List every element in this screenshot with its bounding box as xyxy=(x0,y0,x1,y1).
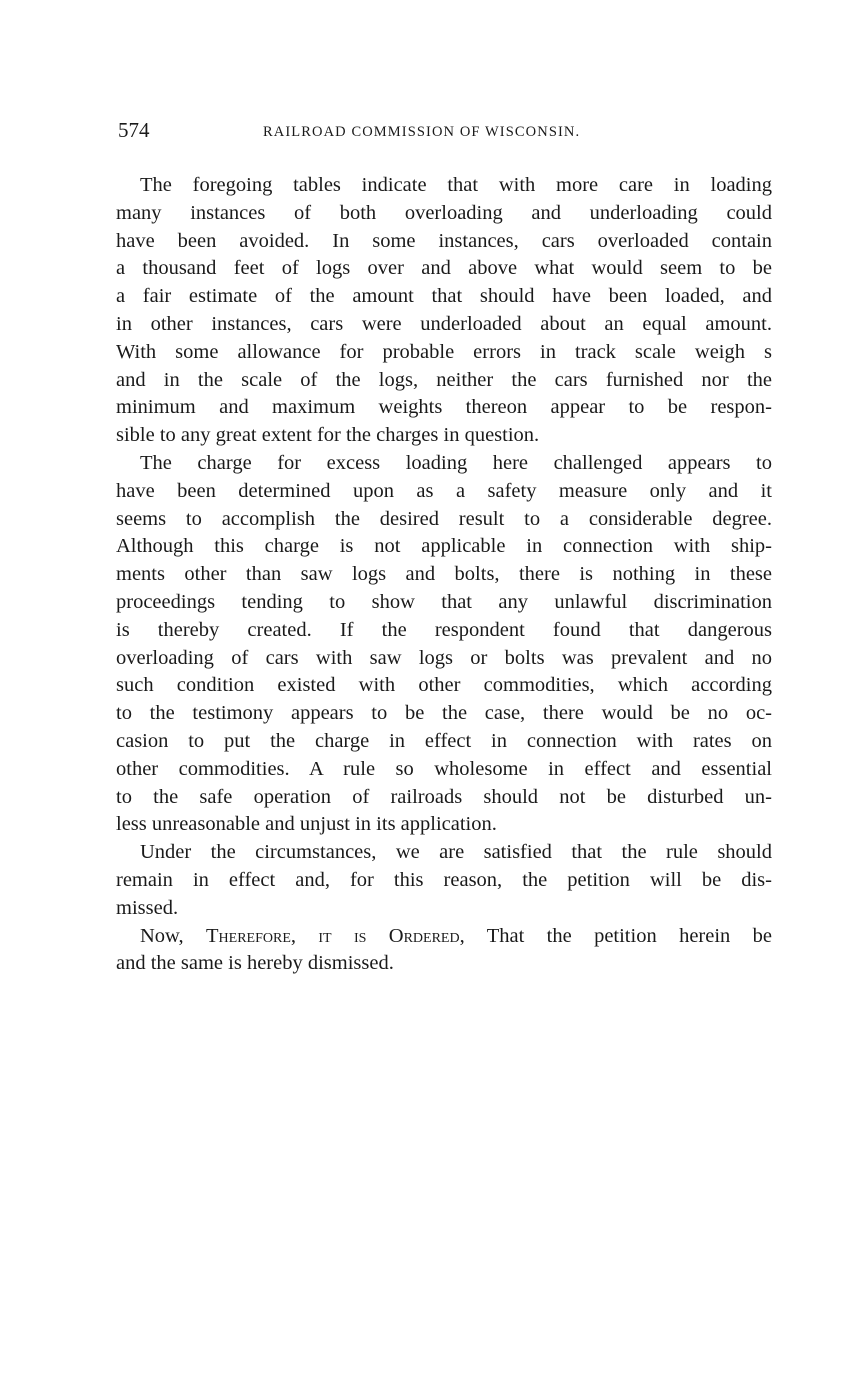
text-line: a thousand feet of logs over and above what would seem to be xyxy=(116,257,772,280)
paragraph-4-order xyxy=(116,923,772,979)
text-line: a fair estimate of the amount that should have been loaded, and xyxy=(116,285,772,308)
text-line: and in the scale of the logs, neither the cars furnished nor the xyxy=(116,368,772,391)
text-line: to the testimony appears to be the case, there would be no oc- xyxy=(116,702,772,725)
paragraph-2 xyxy=(116,450,772,839)
text-line: many instances of both overloading and underloading could xyxy=(116,201,772,224)
order-smallcaps: Therefore, it is Ordered, xyxy=(206,924,465,947)
text-line: proceedings tending to show that any unlawful discrimination xyxy=(116,590,772,613)
order-line xyxy=(116,923,772,951)
text-line: to the safe operation of railroads should not be disturbed un- xyxy=(116,785,772,808)
text-line: remain in effect and, for this reason, the petition will be dis- xyxy=(116,868,772,891)
paragraph-3 xyxy=(116,839,772,922)
text-line: other commodities. A rule so wholesome in effect and essential xyxy=(116,757,772,780)
order-prefix: Now, xyxy=(140,924,207,947)
order-suffix: That the petition herein be xyxy=(464,924,772,947)
text-line: seems to accomplish the desired result to a considerable degree. xyxy=(116,507,772,530)
text-line: With some allowance for probable errors in track scale weigh s xyxy=(116,340,772,363)
paragraph-1 xyxy=(116,172,772,450)
text-line: less unreasonable and unjust in its application. xyxy=(116,813,497,836)
running-head: RAILROAD COMMISSION OF WISCONSIN. xyxy=(263,124,581,140)
text-line: in other instances, cars were underloaded about an equal amount. xyxy=(116,312,772,335)
page-header xyxy=(118,118,770,148)
text-line: casion to put the charge in effect in connection with rates on xyxy=(116,729,772,752)
text-line: is thereby created. If the respondent found that dangerous xyxy=(116,618,772,641)
page-number: 574 xyxy=(118,118,150,142)
text-line: The charge for excess loading here challenged appears to xyxy=(140,451,772,474)
text-line: ments other than saw logs and bolts, there is nothing in these xyxy=(116,563,772,586)
text-line: Under the circumstances, we are satisfied that the rule should xyxy=(140,841,772,864)
text-line: and the same is hereby dismissed. xyxy=(116,952,394,975)
text-line: such condition existed with other commodities, which according xyxy=(116,674,772,697)
text-line: overloading of cars with saw logs or bolts was prevalent and no xyxy=(116,646,772,669)
body-text xyxy=(116,172,772,978)
text-line: have been avoided. In some instances, cars overloaded contain xyxy=(116,229,772,252)
text-line: Although this charge is not applicable in connection with ship- xyxy=(116,535,772,558)
text-line: minimum and maximum weights thereon appear to be respon- xyxy=(116,396,772,419)
text-line: The foregoing tables indicate that with more care in loading xyxy=(140,174,772,196)
text-line: sible to any great extent for the charges in question. xyxy=(116,424,540,447)
text-line: missed. xyxy=(116,896,179,919)
text-line: have been determined upon as a safety measure only and it xyxy=(116,479,772,502)
